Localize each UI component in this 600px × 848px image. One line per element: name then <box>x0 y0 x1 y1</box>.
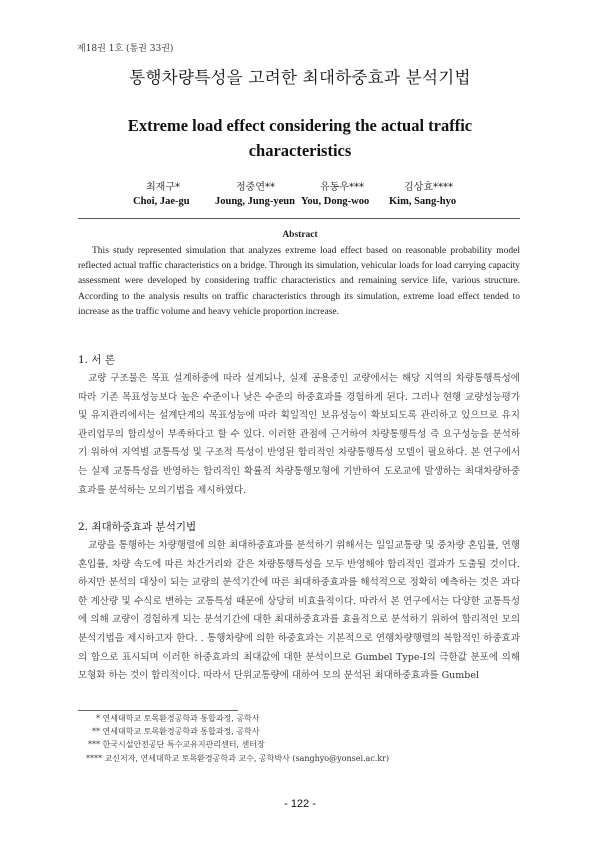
footnote-divider <box>78 710 238 711</box>
section-body <box>78 537 520 686</box>
title-english: Extreme load effect considering the actual traffic characteristics <box>127 116 473 160</box>
page-number: - 122 - <box>284 798 316 810</box>
abstract-heading: Abstract <box>282 230 318 240</box>
author-name-english: You, Dong-woo <box>301 196 370 207</box>
footnote: * 연세대학교 토목환경공학과 통합과정, 공학사 <box>96 714 260 723</box>
author-name-korean: 정중연** <box>236 182 275 193</box>
author-name-english: Kim, Sang-hyo <box>389 196 457 207</box>
abstract-text: This study represented simulation that analyzes extreme load effect based on reasonable probability model reflected actual traffic characteristics on a bridge. Through its simulation, vehicular loads for load carrying capacity assessment were developed by considering traffic characteristics and remaining service life, various structure. According to the analysis results on traffic characteristics through its simulation, extreme load effect tended to increase as the traffic volume and heavy vehicle proportion increase. <box>78 246 520 317</box>
author-name-korean: 유동우*** <box>320 182 364 193</box>
journal-issue: 제18권 1호 (통권 33권) <box>77 44 174 54</box>
footnotes <box>86 712 389 765</box>
footnote: ** 연세대학교 토목환경공학과 통합과정, 공학사 <box>92 727 260 737</box>
footnote: *** 한국시설안전공단 특수교유지관리센터, 센터장 <box>88 740 265 750</box>
section-body <box>78 370 520 500</box>
author-name-english: Joung, Jung-yeun <box>215 196 295 207</box>
author-name-korean: 김상효**** <box>404 182 453 193</box>
author-name-korean: 최재구* <box>146 182 180 193</box>
section-paragraph: 교량을 통행하는 차량행렬에 의한 최대하중효과를 분석하기 위해서는 일일교통량 및 중차량 혼입률, 연행혼입률, 차량 속도에 따른 차간거리와 같은 차량통행특성을 모두 반영해야 합리적인 결과가 도출될 것이다. 하지만 분석의 대상이 되는 교량의 분석기간에 따른 최대하중효과를 해석적으로 정확히 예측하는 것은 과다한 계산량 및 수식로 변하는 교통특성 때문에 상당히 비효율적이다. 따라서 본 연구에서는 다양한 교통특성에 의해 교량이 경험하게 되는 분석기간에 대한 최대하중효과를 효율적으로 분석하기 위하여 합리적인 모의분석기법을 제시하고자 한다. . 통행차량에 의한 하중효과는 기본적으로 연행차량행렬의 복합적인 하중효과의 합으로 표시되며 이러한 하중효과의 최대값에 대한 분석이므로 Gumbel Type-I의 극한값 분포에 의해 모형화 하는 것이 합리적이다. 따라서 단위교통량에 대하여 모의 분석된 최대하중효과를 Gumbel <box>78 540 520 682</box>
section-paragraph: 교량 구조물은 목표 설계하중에 따라 설계되나, 실제 공용중인 교량에서는 해당 지역의 차량통행특성에 따라 기존 목표성능보다 높은 수준이나 낮은 수준의 하중효과를 경험하게 된다. 그러나 현행 교량성능평가 및 유지관리에서는 설계단계의 목표성능에 따라 획일적인 보유성능이 확보되도록 관리하고 있으므로 유지관리업무의 합리성이 부족하다고 할 수 있다. 이러한 관점에 근거하여 차량통행특성 즉 요구성능을 분석하기 위하여 지역별 교통특성 및 구조적 특성이 반영된 합리적인 차량통행특성 모델이 필요하다. 본 연구에서는 실제 교통특성을 반영하는 합리적인 확률적 차량통행모형에 기반하여 도로교에 발생하는 최대차량하중효과를 분석하는 모의기법을 제시하였다. <box>78 373 520 496</box>
title-korean: 통행차량특성을 고려한 최대하중효과 분석기법 <box>129 68 471 87</box>
author-name-english: Choi, Jae-gu <box>133 196 190 207</box>
header-divider <box>78 218 520 219</box>
abstract-body <box>78 244 520 320</box>
section-heading: 2. 최대하중효과 분석기법 <box>78 521 197 533</box>
section-heading: 1. 서 론 <box>78 354 115 366</box>
footnote: **** 교신저자, 연세대학교 토목환경공학과 교수, 공학박사 (sanghyo@yonsei.ac.kr) <box>86 753 390 763</box>
